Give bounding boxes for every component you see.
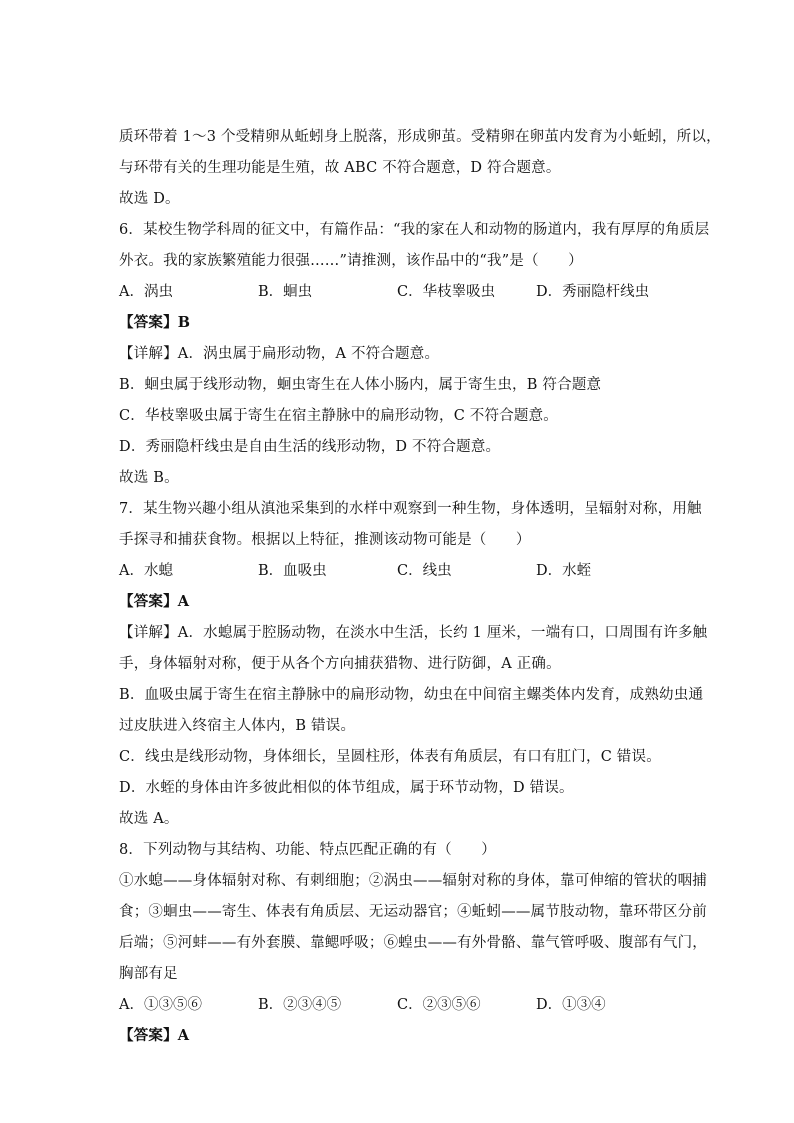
q8-option-b: B．②③④⑤ <box>258 997 342 1013</box>
question-8-stem: ①水螅——身体辐射对称、有刺细胞；②涡虫——辐射对称的身体，靠可伸缩的管状的咽捕 <box>119 873 707 889</box>
explanation-line: D．秀丽隐杆线虫是自由生活的线形动物，D 不符合题意。 <box>119 439 501 455</box>
explanation-line: 手，身体辐射对称，便于从各个方向捕获猎物、进行防御，A 正确。 <box>119 656 561 672</box>
explanation-line: B．蛔虫属于线形动物，蛔虫寄生在人体小肠内，属于寄生虫，B 符合题意 <box>119 377 602 393</box>
explanation-line: D．水蛭的身体由许多彼此相似的体节组成，属于环节动物，D 错误。 <box>119 780 574 796</box>
q6-option-c: C．华枝睾吸虫 <box>397 284 496 300</box>
question-8-stem: 8．下列动物与其结构、功能、特点匹配正确的有（ ） <box>119 842 496 858</box>
text-line: 质环带着 1～3 个受精卵从蚯蚓身上脱落，形成卵茧。受精卵在卵茧内发育为小蚯蚓，所以， <box>119 129 721 145</box>
explanation-line: 【详解】A．水螅属于腔肠动物，在淡水中生活，长约 1 厘米，一端有口，口周围有许多触 <box>119 625 708 641</box>
q6-option-a: A．涡虫 <box>119 284 173 300</box>
question-7-stem: 7．某生物兴趣小组从滇池采集到的水样中观察到一种生物，身体透明，呈辐射对称，用触 <box>119 501 702 517</box>
q8-option-d: D．①③④ <box>536 997 606 1013</box>
answer-line: 【答案】A <box>119 1027 190 1044</box>
answer-line: 【答案】B <box>119 314 191 331</box>
explanation-line: 过皮肤进入终宿主人体内，B 错误。 <box>119 718 356 734</box>
choice-line: 故选 B。 <box>119 470 179 486</box>
text-line: 故选 D。 <box>119 191 180 207</box>
q7-option-a: A．水螅 <box>119 563 173 579</box>
question-8-stem: 胸部有足 <box>119 966 178 982</box>
explanation-line: C．线虫是线形动物，身体细长，呈圆柱形，体表有角质层，有口有肛门，C 错误。 <box>119 749 661 765</box>
explanation-line: B．血吸虫属于寄生在宿主静脉中的扁形动物，幼虫在中间宿主螺类体内发育，成熟幼虫通 <box>119 687 704 703</box>
explanation-line: 【详解】A．涡虫属于扁形动物，A 不符合题意。 <box>119 346 440 362</box>
q8-option-c: C．②③⑤⑥ <box>397 997 481 1013</box>
explanation-line: C．华枝睾吸虫属于寄生在宿主静脉中的扁形动物，C 不符合题意。 <box>119 408 558 424</box>
question-6-stem: 6．某校生物学科周的征文中，有篇作品：“我的家在人和动物的肠道内，我有厚厚的角质层 <box>119 222 710 238</box>
q7-option-d: D．水蛭 <box>536 563 592 579</box>
q6-option-d: D．秀丽隐杆线虫 <box>536 284 650 300</box>
answer-line: 【答案】A <box>119 593 190 610</box>
q7-option-b: B．血吸虫 <box>258 563 327 579</box>
question-6-stem: 外衣。我的家族繁殖能力很强……”请推测，该作品中的“我”是（ ） <box>119 253 583 269</box>
q7-option-c: C．线虫 <box>397 563 452 579</box>
choice-line: 故选 A。 <box>119 811 179 827</box>
question-7-stem: 手探寻和捕获食物。根据以上特征，推测该动物可能是（ ） <box>119 532 531 548</box>
q8-option-a: A．①③⑤⑥ <box>119 997 202 1013</box>
text-line: 与环带有关的生理功能是生殖，故 ABC 不符合题意，D 符合题意。 <box>119 160 561 176</box>
question-8-stem: 食；③蛔虫——寄生、体表有角质层、无运动器官；④蚯蚓——属节肢动物，靠环带区分前 <box>119 904 707 920</box>
q6-option-b: B．蛔虫 <box>258 284 313 300</box>
question-8-stem: 后端；⑤河蚌——有外套膜、靠鳃呼吸；⑥蝗虫——有外骨骼、靠气管呼吸、腹部有气门， <box>119 935 707 951</box>
